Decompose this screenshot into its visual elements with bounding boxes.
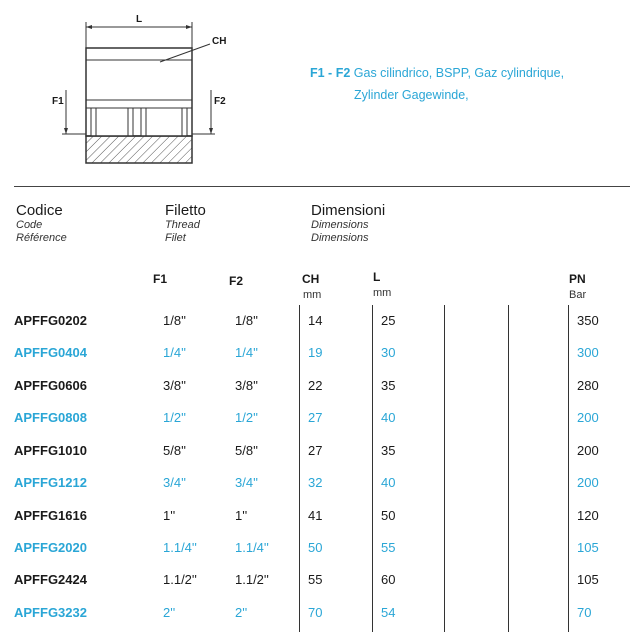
code-cell: APFFG0808 bbox=[14, 410, 87, 425]
l-cell: 30 bbox=[381, 345, 396, 360]
label-F1: F1 bbox=[52, 96, 64, 107]
f1-cell: 1/8'' bbox=[163, 313, 187, 328]
ch-cell: 50 bbox=[308, 540, 323, 555]
f2-cell: 1.1/4'' bbox=[235, 540, 269, 555]
code-cell: APFFG3232 bbox=[14, 605, 87, 620]
table-row bbox=[0, 313, 640, 345]
f1-cell: 3/4'' bbox=[163, 475, 187, 490]
f1-cell: 1'' bbox=[163, 508, 176, 523]
ch-cell: 19 bbox=[308, 345, 323, 360]
code-cell: APFFG0606 bbox=[14, 378, 87, 393]
l-cell: 40 bbox=[381, 475, 396, 490]
f1-cell: 1/2'' bbox=[163, 410, 187, 425]
f1-cell: 3/8'' bbox=[163, 378, 187, 393]
code-cell: APFFG1212 bbox=[14, 475, 87, 490]
ch-cell: 32 bbox=[308, 475, 323, 490]
thread-description-line1: Gas cilindrico, BSPP, Gaz cylindrique, bbox=[350, 66, 565, 80]
l-cell: 35 bbox=[381, 378, 396, 393]
pn-cell: 350 bbox=[577, 313, 599, 328]
column-f1: F1 bbox=[153, 272, 168, 286]
l-cell: 55 bbox=[381, 540, 396, 555]
table-row bbox=[0, 345, 640, 377]
code-cell: APFFG2424 bbox=[14, 572, 87, 587]
ch-cell: 55 bbox=[308, 572, 323, 587]
ch-cell: 14 bbox=[308, 313, 323, 328]
f1-cell: 1/4'' bbox=[163, 345, 187, 360]
ch-cell: 27 bbox=[308, 410, 323, 425]
thread-description-line2: Zylinder Gagewinde, bbox=[354, 88, 469, 102]
table-row bbox=[0, 508, 640, 540]
pn-cell: 200 bbox=[577, 475, 599, 490]
l-cell: 60 bbox=[381, 572, 396, 587]
ch-cell: 27 bbox=[308, 443, 323, 458]
code-cell: APFFG1616 bbox=[14, 508, 87, 523]
header-codice: Codice Code Référence bbox=[16, 202, 67, 244]
pn-cell: 200 bbox=[577, 443, 599, 458]
code-cell: APFFG0404 bbox=[14, 345, 87, 360]
table-row bbox=[0, 475, 640, 507]
f2-cell: 5/8'' bbox=[235, 443, 259, 458]
label-L: L bbox=[136, 14, 143, 25]
f2-cell: 3/4'' bbox=[235, 475, 259, 490]
label-F2: F2 bbox=[214, 96, 226, 107]
pn-cell: 105 bbox=[577, 540, 599, 555]
column-f2: F2 bbox=[229, 274, 244, 288]
pn-cell: 200 bbox=[577, 410, 599, 425]
column-l: L bbox=[373, 270, 381, 284]
column-l-unit: mm bbox=[373, 287, 392, 299]
thread-description-prefix: F1 - F2 bbox=[310, 66, 351, 80]
pn-cell: 300 bbox=[577, 345, 599, 360]
ch-cell: 41 bbox=[308, 508, 323, 523]
pn-cell: 120 bbox=[577, 508, 599, 523]
header-divider bbox=[14, 186, 630, 187]
table-row bbox=[0, 605, 640, 637]
f1-cell: 2'' bbox=[163, 605, 176, 620]
f2-cell: 1/4'' bbox=[235, 345, 259, 360]
l-cell: 50 bbox=[381, 508, 396, 523]
l-cell: 40 bbox=[381, 410, 396, 425]
f2-cell: 2'' bbox=[235, 605, 248, 620]
table-row bbox=[0, 410, 640, 442]
code-cell: APFFG1010 bbox=[14, 443, 87, 458]
f2-cell: 1/8'' bbox=[235, 313, 259, 328]
ch-cell: 70 bbox=[308, 605, 323, 620]
pn-cell: 280 bbox=[577, 378, 599, 393]
f2-cell: 1.1/2'' bbox=[235, 572, 269, 587]
column-ch-unit: mm bbox=[303, 289, 322, 301]
table-row bbox=[0, 572, 640, 604]
column-pn-unit: Bar bbox=[569, 289, 587, 301]
ch-cell: 22 bbox=[308, 378, 323, 393]
l-cell: 54 bbox=[381, 605, 396, 620]
l-cell: 25 bbox=[381, 313, 396, 328]
pn-cell: 105 bbox=[577, 572, 599, 587]
table-row bbox=[0, 378, 640, 410]
f1-cell: 1.1/4'' bbox=[163, 540, 197, 555]
l-cell: 35 bbox=[381, 443, 396, 458]
label-CH: CH bbox=[212, 36, 227, 47]
header-filetto: Filetto Thread Filet bbox=[165, 202, 206, 244]
table-row bbox=[0, 443, 640, 475]
f2-cell: 1/2'' bbox=[235, 410, 259, 425]
f2-cell: 1'' bbox=[235, 508, 248, 523]
thread-description bbox=[310, 62, 564, 106]
f2-cell: 3/8'' bbox=[235, 378, 259, 393]
code-cell: APFFG2020 bbox=[14, 540, 87, 555]
column-ch: CH bbox=[302, 272, 320, 286]
table-row bbox=[0, 540, 640, 572]
header-dimensioni: Dimensioni Dimensions Dimensions bbox=[311, 202, 386, 244]
fitting-drawing bbox=[0, 0, 300, 185]
pn-cell: 70 bbox=[577, 605, 592, 620]
column-pn: PN bbox=[569, 272, 586, 286]
f1-cell: 5/8'' bbox=[163, 443, 187, 458]
code-cell: APFFG0202 bbox=[14, 313, 87, 328]
f1-cell: 1.1/2'' bbox=[163, 572, 197, 587]
